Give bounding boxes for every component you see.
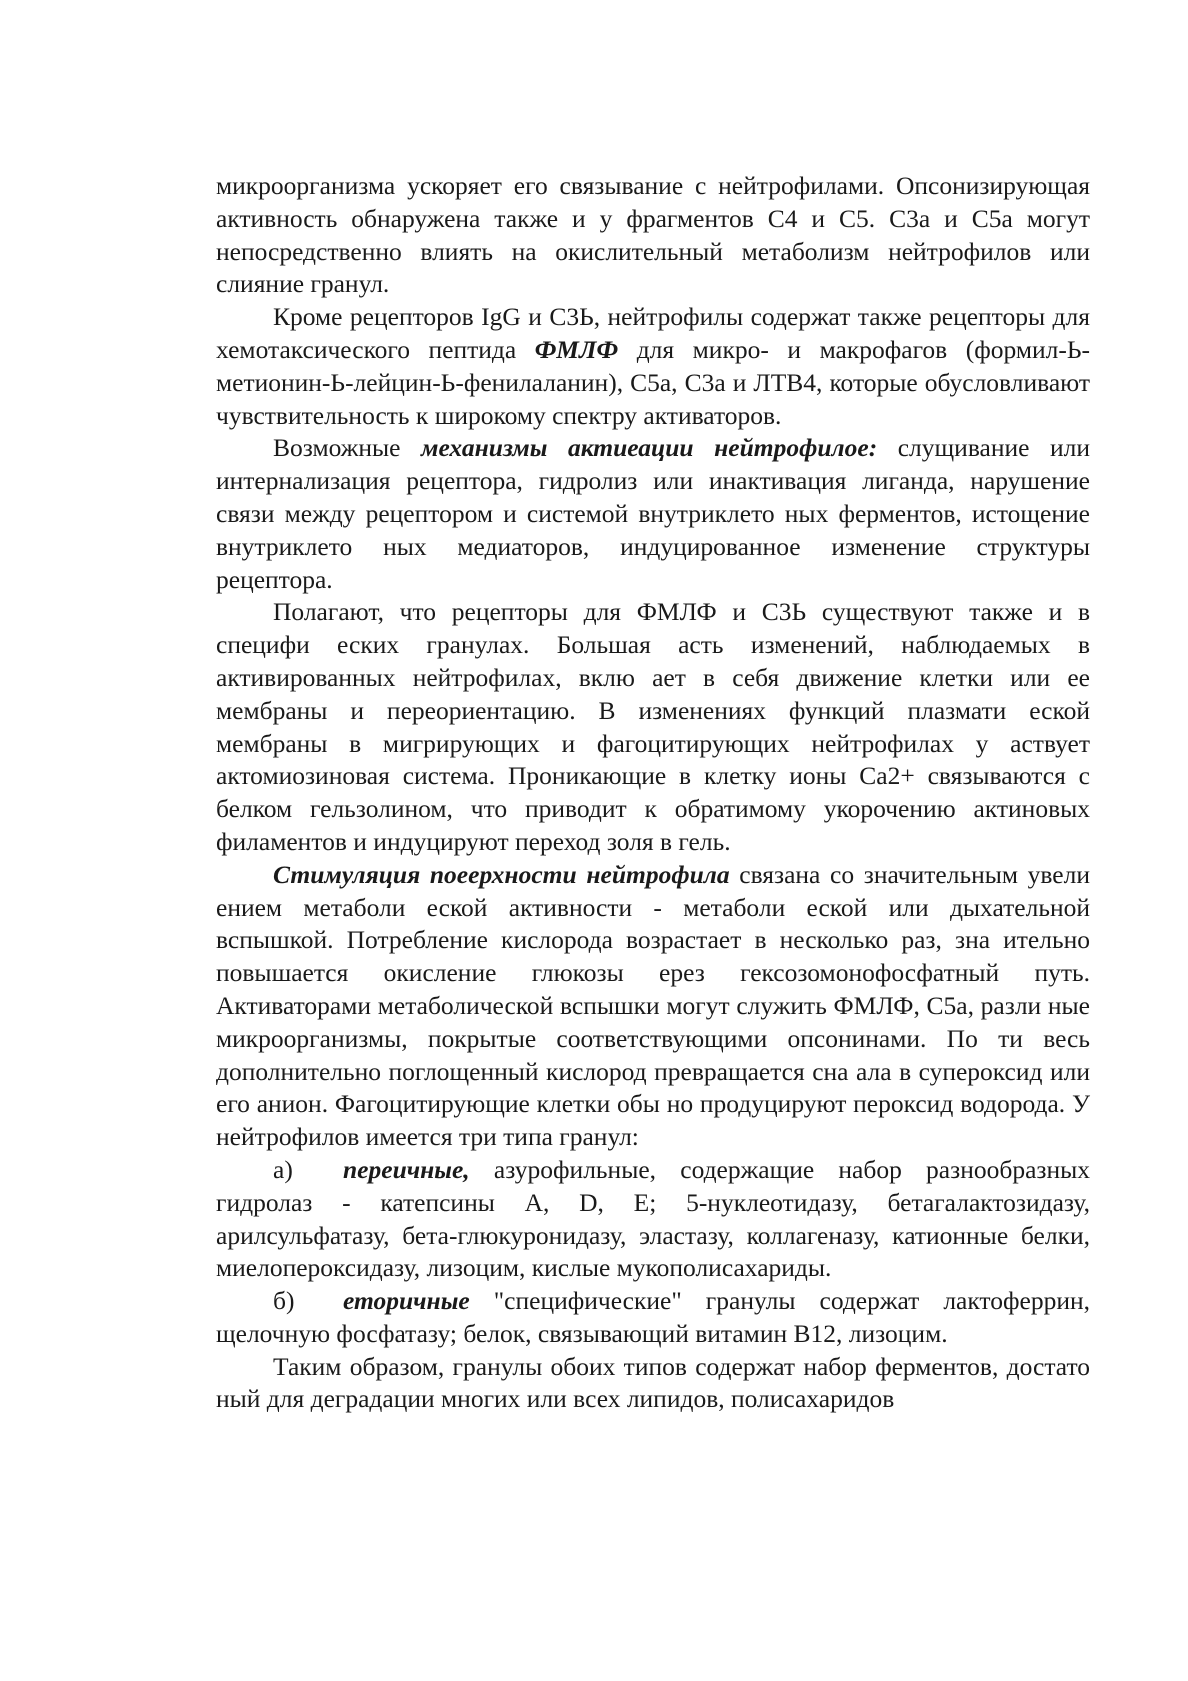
paragraph-surface-stimulation [216,859,1090,1154]
list-item-primary-granules [216,1154,1090,1285]
secondary-granules-term: еторичные [343,1286,470,1316]
paragraph-opsonization: микроорганизма ускоряет его связывание с нейтрофилами. Опсонизирующая активность обнаружена также и у фрагментов С4 и С5. С3а и С5а могут непосредственно влиять на окислительный метаболизм нейтрофилов или слияние гранул. [216,171,1090,299]
list-item-secondary-granules [216,1285,1090,1351]
paragraph-granule-receptors: Полагают, что рецепторы для ФМЛФ и С3Ь существуют также и в специфи еских гранулах. Большая асть изменений, наблюдаемых в активированных нейтрофилах, вклю ает в себя движение клетки или ее мембраны и переориентацию. В изменениях функций плазмати еской мембраны в мигрирующих и фагоцитирующих нейтрофилах у аствует актомиозиновая система. Проникающие в клетку ионы Са2+ связываются с белком гельзолином, что приводит к обратимому укорочению актиновых филаментов и индуцируют переход золя в гель. [216,597,1090,856]
primary-granules-text: азурофильные, содержащие набор разнообразных гидролаз - катепсины А, D, Е; 5-нуклеотидазу, бетагалактозидазу, арилсульфатазу, бета-глюкуронидазу, эластазу, коллагеназу, катионные белки, миелопероксидазу, лизоцим, кислые мукополисахариды. [216,1154,1090,1283]
paragraph-receptors-text-start: Кроме рецепторов IgG и С3Ь, нейтрофилы содержат также рецепторы для хемотаксического пептида [216,302,1090,364]
paragraph-activation-text-end: слущивание или интернализация рецептора, гидролиз или инактивация лиганда, нарушение связи между рецептором и системой внутриклето ных ферментов, истощение внутриклето ных медиаторов, индуцированное изменение структуры рецептора. [216,433,1090,594]
secondary-granules-text: "специфические" гранулы содержат лактоферрин, щелочную фосфатазу; белок, связывающий витамин В12, лизоцим. [216,1286,1090,1348]
paragraph-activation-text-start: Возможные [273,433,421,463]
activation-mechanisms-term: механизмы актиеации нейтрофилое: [420,433,878,463]
fmlf-term: ФМЛФ [534,334,619,364]
primary-granules-term: переичные, [343,1154,470,1184]
surface-stimulation-term: Стимуляция поеерхности нейтрофила [273,859,730,889]
list-marker-a: а) [273,1154,293,1184]
document-page [216,170,1090,1416]
paragraph-conclusion: Таким образом, гранулы обоих типов содержат набор ферментов, достато ный для деградации многих или всех липидов, полисахаридов [216,1351,1090,1414]
list-marker-b: б) [273,1286,295,1316]
paragraph-surface-stimulation-text: связана со значительным увели ением метаболи еской активности - метаболи еской или дыхательной вспышкой. Потребление кислорода возрастает в несколько раз, зна ительно повышается окисление глюкозы ерез гексозомонофосфатный путь. Активаторами метаболической вспышки могут служить ФМЛФ, С5а, разли ные микроорганизмы, покрытые соответствующими опсонинами. По ти весь дополнительно поглощенный кислород превращается сна ала в супероксид или его анион. Фагоцитирующие клетки обы но продуцируют пероксид водорода. У нейтрофилов имеется три типа гранул: [216,859,1090,1152]
paragraph-receptors-text-end: для микро- и макрофагов (формил-Ь-метионин-Ь-лейцин-Ь-фенилаланин), С5а, С3а и ЛТВ4, которые обусловливают чувствительность к широкому спектру активаторов. [216,334,1090,430]
paragraph-receptors [216,301,1090,432]
paragraph-activation-mechanisms [216,432,1090,596]
